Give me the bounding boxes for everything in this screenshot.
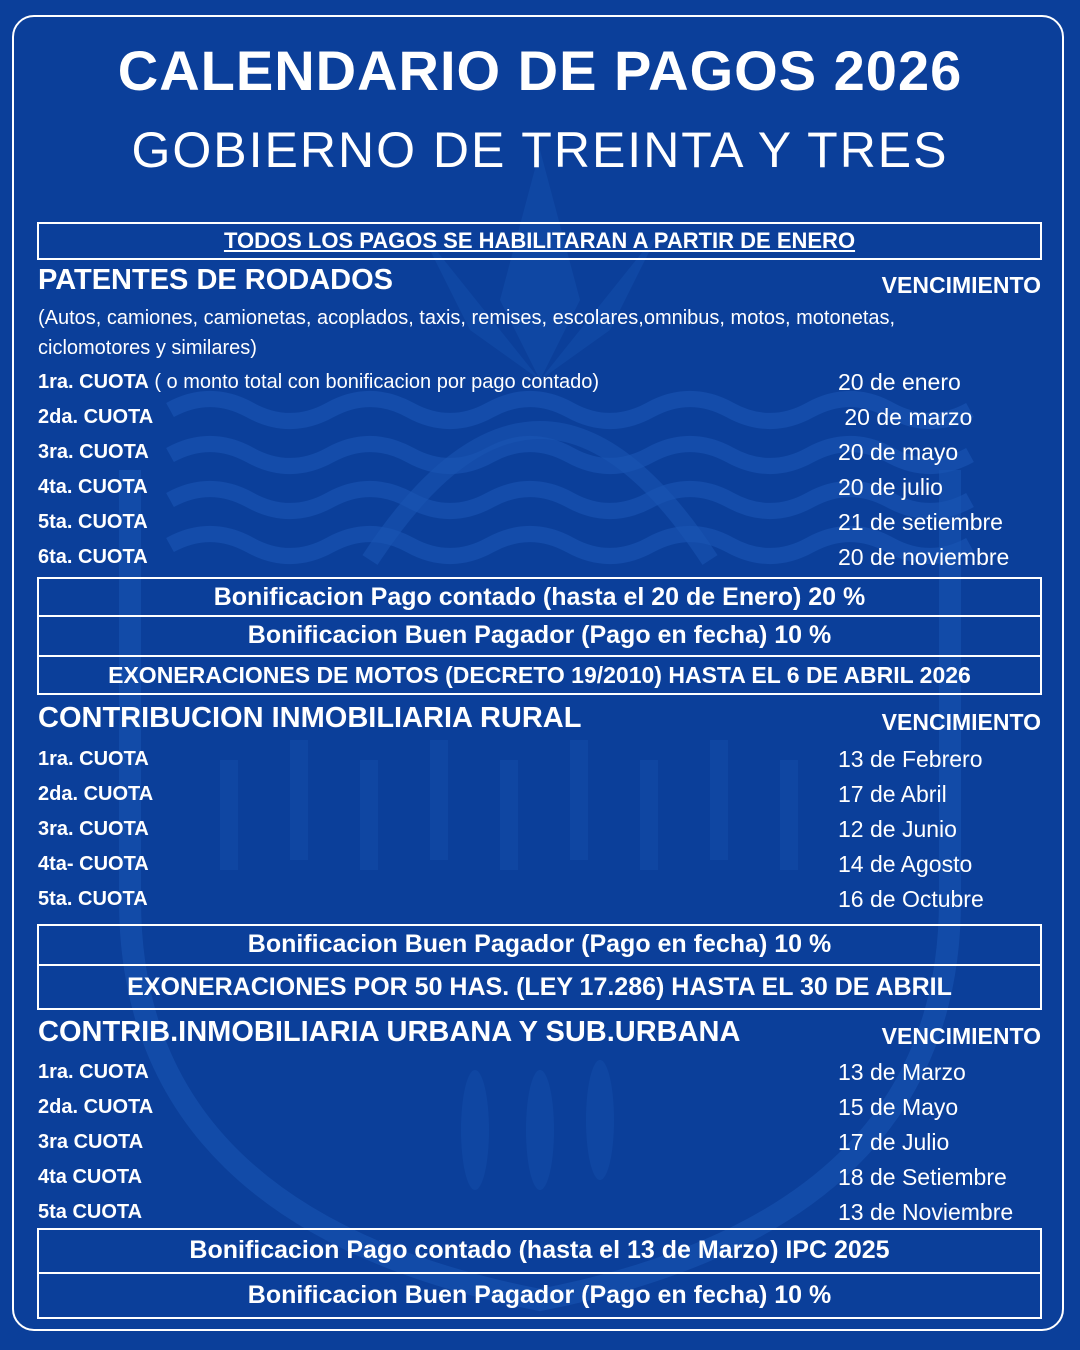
installment-date: 13 de Noviembre: [838, 1199, 1014, 1225]
installment-date: 14 de Agosto: [838, 851, 973, 877]
installment-date: 20 de enero: [838, 369, 961, 395]
due-header-rural: VENCIMIENTO: [881, 709, 1041, 735]
installment-row: [38, 812, 1038, 846]
installment-label: 5ta. CUOTA: [38, 888, 148, 910]
installment-label: 6ta. CUOTA: [38, 546, 148, 568]
installment-row: [38, 882, 1038, 916]
installment-row: [38, 742, 1038, 776]
installment-label: 1ra. CUOTA: [38, 1061, 149, 1083]
installment-label: 2da. CUOTA: [38, 783, 154, 805]
installment-date: 13 de Febrero: [838, 746, 983, 772]
installment-label: 3ra CUOTA: [38, 1131, 144, 1153]
discount-text: Bonificacion Pago contado (hasta el 20 de Enero) 20 %: [213, 583, 866, 611]
section-description-patentes: (Autos, camiones, camionetas, acoplados, taxis, remises, escolares,omnibus, motos, motonetas, ciclomotores y similares): [38, 307, 896, 359]
installment-label: 1ra. CUOTA ( o monto total con bonificacion por pago contado): [38, 371, 600, 393]
installment-row: [38, 1090, 1038, 1124]
installment-row: [38, 365, 1038, 399]
installment-date: 20 de julio: [838, 474, 943, 500]
installment-row: [38, 470, 1038, 504]
due-header-urbana: VENCIMIENTO: [881, 1023, 1041, 1049]
installment-date: 17 de Abril: [838, 781, 947, 807]
page-subtitle: GOBIERNO DE TREINTA Y TRES: [131, 122, 949, 178]
installment-label: 4ta CUOTA: [38, 1166, 143, 1188]
discount-box: [37, 615, 1042, 657]
installment-date: 20 de mayo: [838, 439, 959, 465]
page-title: CALENDARIO DE PAGOS 2026: [117, 39, 963, 102]
exoneration-box: [37, 964, 1042, 1010]
installment-row: [38, 505, 1038, 539]
exoneration-text: EXONERACIONES POR 50 HAS. (LEY 17.286) HASTA EL 30 DE ABRIL: [127, 973, 952, 1001]
discount-text: Bonificacion Buen Pagador (Pago en fecha) 10 %: [247, 621, 832, 649]
installment-row: [38, 777, 1038, 811]
installment-date: 17 de Julio: [838, 1129, 950, 1155]
installment-label: 1ra. CUOTA: [38, 748, 149, 770]
installment-row: [38, 400, 1038, 434]
installment-label: 3ra. CUOTA: [38, 441, 149, 463]
installment-label: 3ra. CUOTA: [38, 818, 149, 840]
installment-row: [38, 435, 1038, 469]
discount-text: Bonificacion Buen Pagador (Pago en fecha) 10 %: [247, 1281, 832, 1309]
installment-row: [38, 847, 1038, 881]
installment-row: [38, 1125, 1038, 1159]
notice-text: TODOS LOS PAGOS SE HABILITARAN A PARTIR DE ENERO: [223, 228, 856, 253]
discount-box: [37, 1228, 1042, 1274]
installment-label: 2da. CUOTA: [38, 406, 154, 428]
installment-date: 21 de setiembre: [838, 509, 1003, 535]
section-title-patentes: PATENTES DE RODADOS: [38, 264, 394, 296]
discount-text: Bonificacion Buen Pagador (Pago en fecha) 10 %: [247, 930, 832, 958]
installment-row: [38, 540, 1038, 574]
discount-box: [37, 1272, 1042, 1319]
installment-note: ( o monto total con bonificacion por pago contado): [148, 371, 600, 393]
installment-label: 2da. CUOTA: [38, 1096, 154, 1118]
installment-date: 20 de marzo: [838, 404, 973, 430]
installment-label: 4ta- CUOTA: [38, 853, 149, 875]
discount-box: [37, 924, 1042, 966]
discount-text: Bonificacion Pago contado (hasta el 13 de Marzo) IPC 2025: [189, 1236, 890, 1264]
installment-row: [38, 1055, 1038, 1089]
notice-banner: [37, 222, 1042, 260]
section-title-urbana: CONTRIB.INMOBILIARIA URBANA Y SUB.URBANA: [38, 1016, 741, 1048]
installment-date: 12 de Junio: [838, 816, 957, 842]
installment-label: 5ta CUOTA: [38, 1201, 143, 1223]
exoneration-text: EXONERACIONES DE MOTOS (DECRETO 19/2010) HASTA EL 6 DE ABRIL 2026: [108, 662, 971, 688]
exoneration-box: [37, 655, 1042, 695]
due-header-patentes: VENCIMIENTO: [881, 272, 1041, 298]
discount-box: [37, 577, 1042, 617]
installment-row: [38, 1195, 1038, 1229]
installment-date: 16 de Octubre: [838, 886, 984, 912]
installment-date: 20 de noviembre: [838, 544, 1010, 570]
installment-date: 15 de Mayo: [838, 1094, 959, 1120]
installment-label: 5ta. CUOTA: [38, 511, 148, 533]
installment-row: [38, 1160, 1038, 1194]
installment-date: 13 de Marzo: [838, 1059, 966, 1085]
installment-label: 4ta. CUOTA: [38, 476, 148, 498]
installment-date: 18 de Setiembre: [838, 1164, 1007, 1190]
section-title-rural: CONTRIBUCION INMOBILIARIA RURAL: [38, 702, 582, 734]
